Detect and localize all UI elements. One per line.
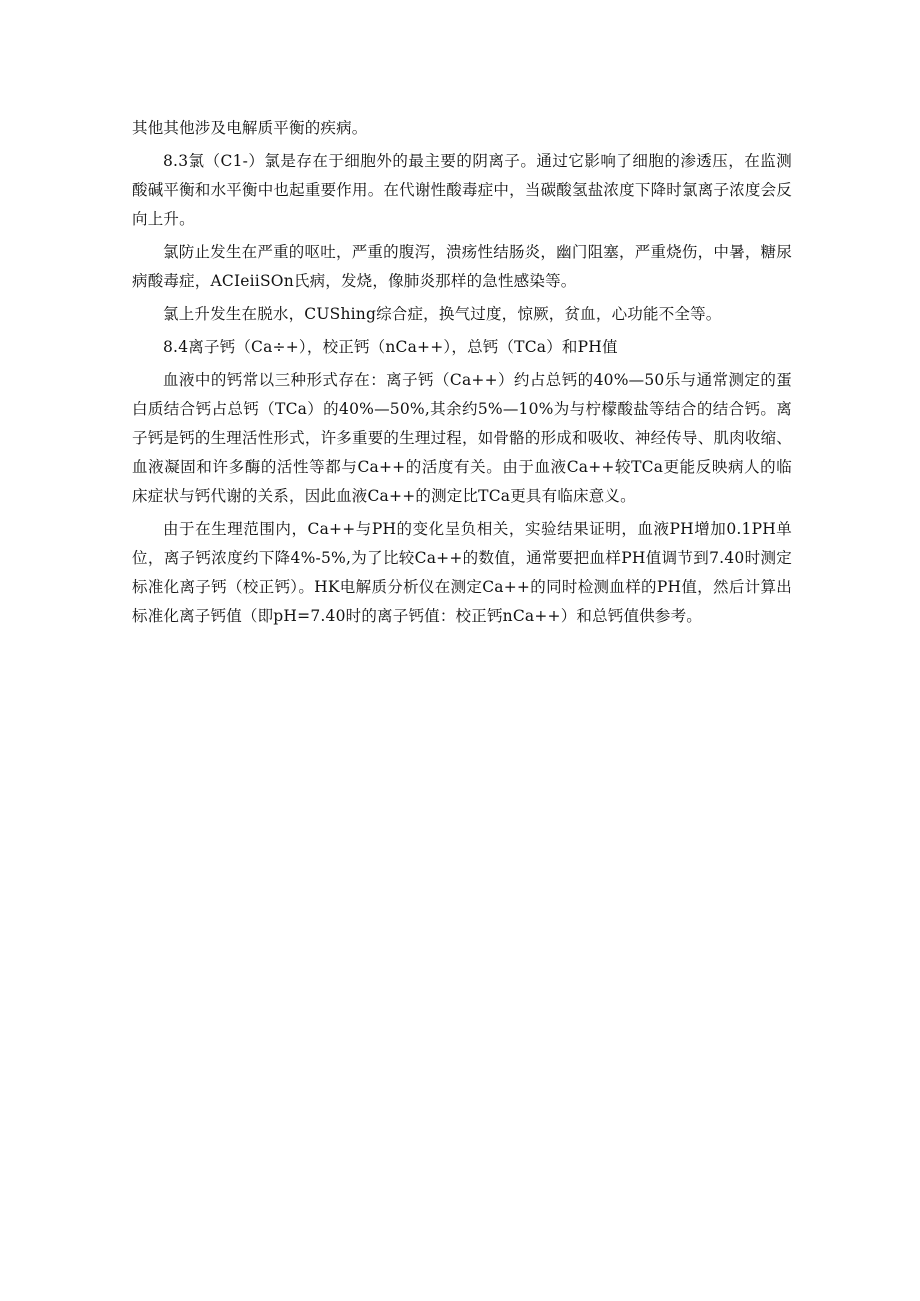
paragraph-calcium-ph: 由于在生理范围内，Ca++与PH的变化呈负相关，实验结果证明，血液PH增加0.1PH单位，离子钙浓度约下降4%-5%,为了比较Ca++的数值，通常要把血样PH值调节到7.40时测定标准化离子钙（校正钙）。HK电解质分析仪在测定Ca++的同时检测血样的PH值，然后计算出标准化离子钙值（即pH=7.40时的离子钙值：校正钙nCa++）和总钙值供参考。 bbox=[132, 520, 792, 625]
paragraph-chloride-decrease: 氯防止发生在严重的呕吐，严重的腹泻，溃疡性结肠炎，幽门阻塞，严重烧伤，中暑，糖尿病酸毒症，ACIeiiSOn氏病，发烧，像肺炎那样的急性感染等。 bbox=[132, 243, 792, 290]
paragraph-chloride-section: 8.3氯（C1-）氯是存在于细胞外的最主要的阴离子。通过它影响了细胞的渗透压，在监测酸碱平衡和水平衡中也起重要作用。在代谢性酸毒症中，当碳酸氢盐浓度下降时氯离子浓度会反向上升。 bbox=[132, 152, 792, 228]
paragraph-chloride-increase: 氯上升发生在脱水，CUShing综合症，换气过度，惊厥，贫血，心功能不全等。 bbox=[163, 305, 722, 323]
paragraph-calcium-forms: 血液中的钙常以三种形式存在：离子钙（Ca++）约占总钙的40%—50乐与通常测定的蛋白质结合钙占总钙（TCa）的40%—50%,其余约5%—10%为与柠檬酸盐等结合的结合钙。离子钙是钙的生理活性形式，许多重要的生理过程，如骨骼的形成和吸收、神经传导、肌肉收缩、血液凝固和许多酶的活性等都与Ca++的活度有关。由于血液Ca++较TCa更能反映病人的临床症状与钙代谢的关系，因此血液Ca++的测定比TCa更具有临床意义。 bbox=[132, 371, 792, 505]
paragraph-continuation: 其他其他涉及电解质平衡的疾病。 bbox=[132, 119, 368, 137]
document-body bbox=[132, 114, 792, 635]
section-heading-calcium: 8.4离子钙（Ca÷+），校正钙（nCa++），总钙（TCa）和PH值 bbox=[163, 338, 618, 356]
